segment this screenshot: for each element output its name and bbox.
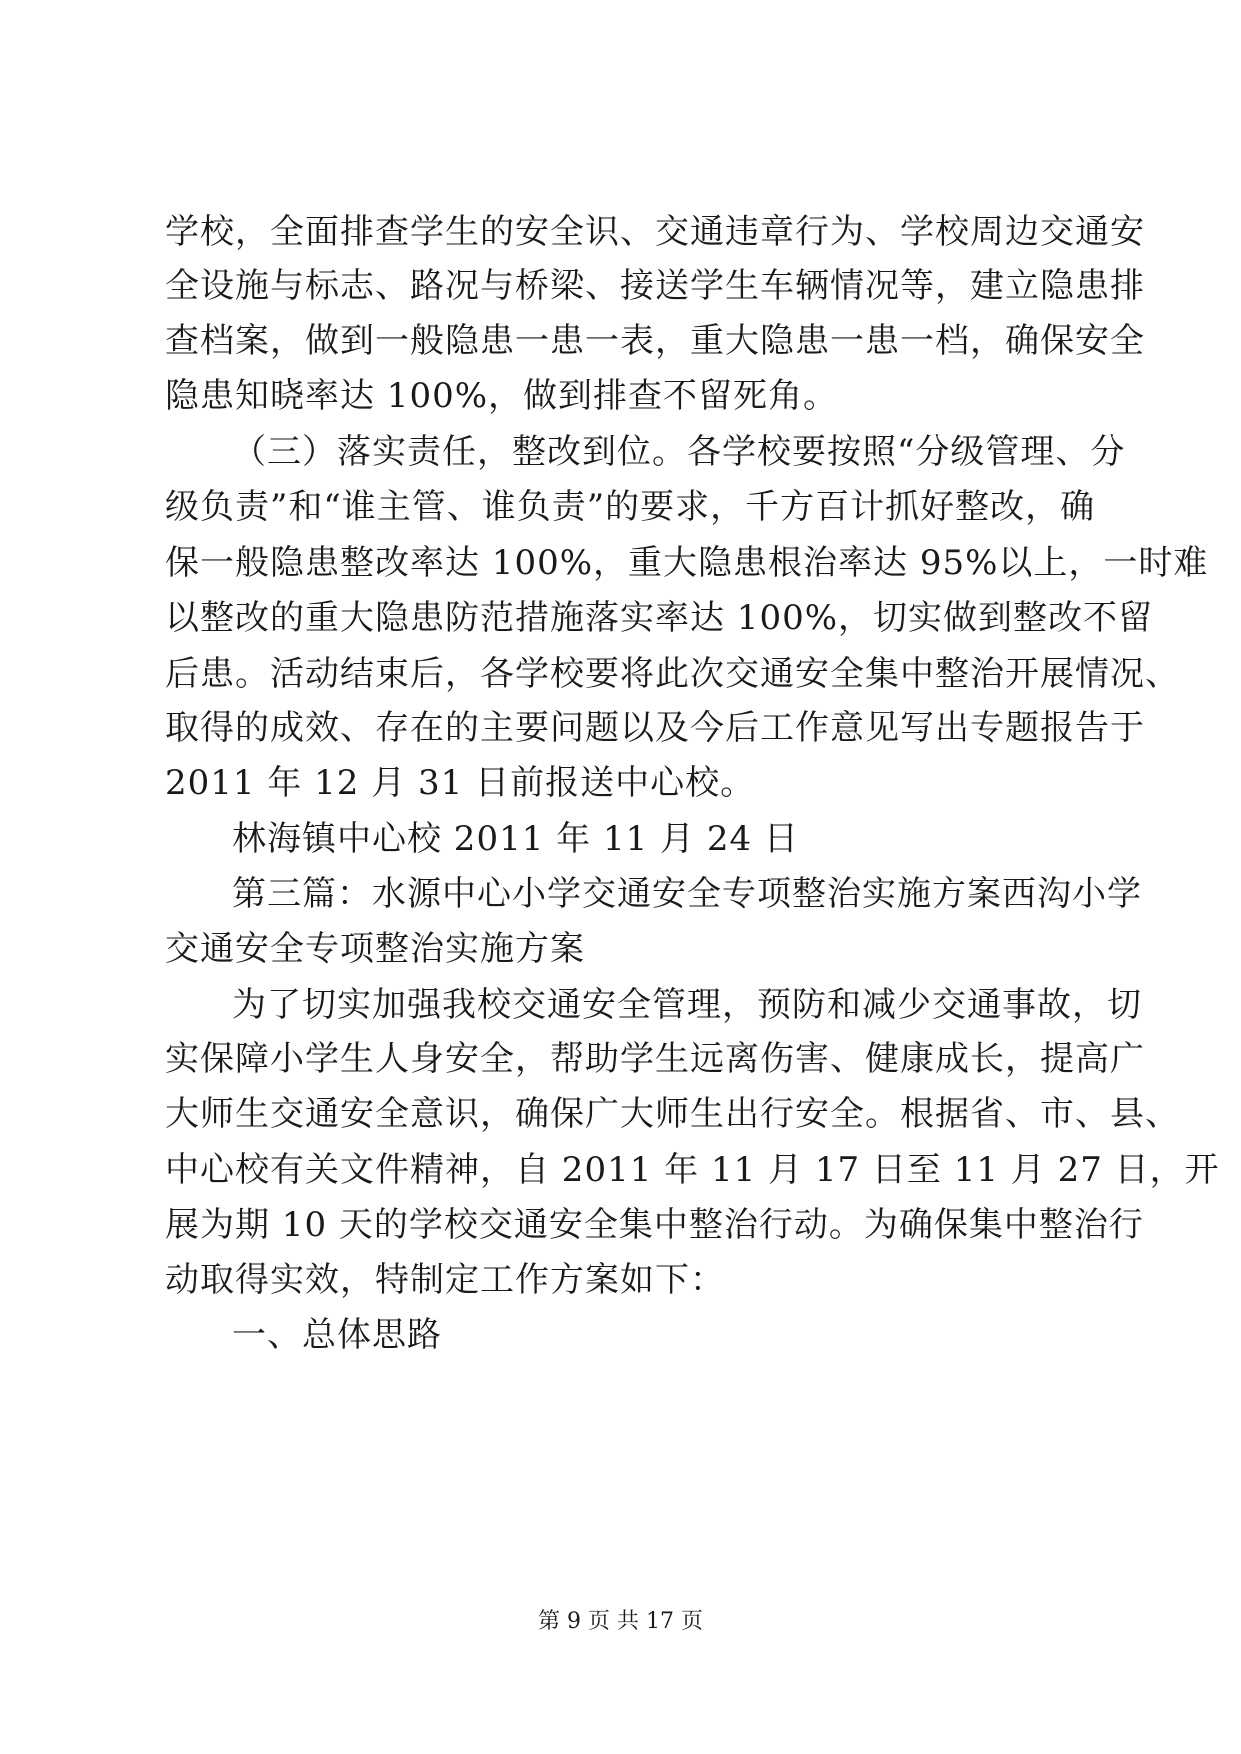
body-text-line: 以整改的重大隐患防范措施落实率达 100%，切实做到整改不留 bbox=[165, 598, 1154, 638]
body-text-line: 查档案，做到一般隐患一患一表，重大隐患一患一档，确保安全 bbox=[165, 321, 1145, 361]
body-text-line: 实保障小学生人身安全，帮助学生远离伤害、健康成长，提高广 bbox=[165, 1039, 1145, 1079]
signature-date-line: 林海镇中心校 2011 年 11 月 24 日 bbox=[232, 819, 799, 859]
body-text-line: 2011 年 12 月 31 日前报送中心校。 bbox=[165, 763, 756, 803]
body-text-line: 为了切实加强我校交通安全管理，预防和减少交通事故，切 bbox=[232, 985, 1142, 1025]
chapter-title-line: 交通安全专项整治实施方案 bbox=[165, 929, 585, 969]
body-text-line: 动取得实效，特制定工作方案如下： bbox=[165, 1260, 725, 1300]
body-text-line: 取得的成效、存在的主要问题以及今后工作意见写出专题报告于 bbox=[165, 708, 1145, 748]
body-text-line: 隐患知晓率达 100%，做到排查不留死角。 bbox=[165, 376, 839, 416]
body-text-line: 后患。活动结束后，各学校要将此次交通安全集中整治开展情况、 bbox=[165, 654, 1180, 694]
page-number-footer: 第 9 页 共 17 页 bbox=[538, 1609, 703, 1634]
section-heading-line: 一、总体思路 bbox=[232, 1315, 442, 1355]
body-text-line: 学校，全面排查学生的安全识、交通违章行为、学校周边交通安 bbox=[165, 212, 1145, 252]
chapter-title-line: 第三篇：水源中心小学交通安全专项整治实施方案西沟小学 bbox=[232, 874, 1142, 914]
body-text-line: 级负责”和“谁主管、谁负责”的要求，千方百计抓好整改，确 bbox=[165, 487, 1096, 527]
body-text-line: 保一般隐患整改率达 100%，重大隐患根治率达 95%以上，一时难 bbox=[165, 543, 1209, 583]
body-text-line: 大师生交通安全意识，确保广大师生出行安全。根据省、市、县、 bbox=[165, 1094, 1180, 1134]
body-text-line: 中心校有关文件精神，自 2011 年 11 月 17 日至 11 月 27 日，开 bbox=[165, 1150, 1220, 1190]
body-text-line: 展为期 10 天的学校交通安全集中整治行动。为确保集中整治行 bbox=[165, 1205, 1144, 1245]
section-heading-line: （三）落实责任，整改到位。各学校要按照“分级管理、分 bbox=[232, 432, 1126, 472]
body-text-line: 全设施与标志、路况与桥梁、接送学生车辆情况等，建立隐患排 bbox=[165, 266, 1145, 306]
